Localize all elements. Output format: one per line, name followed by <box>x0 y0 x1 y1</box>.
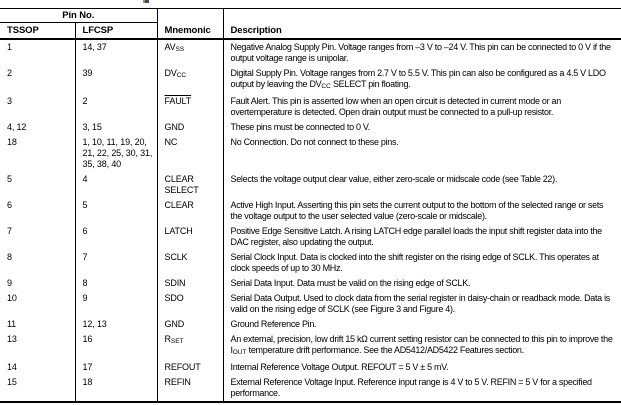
text-segment: SELECT pin floating. <box>330 79 411 89</box>
text-segment: 7 <box>82 252 88 262</box>
text-segment: 8 <box>82 278 88 288</box>
text-segment: 11 <box>7 319 17 329</box>
mnemonic-cell <box>157 276 223 291</box>
text-segment: No Connection. Do not connect to these pins. <box>230 137 399 147</box>
text-segment: 1, 10, 11, 19, 20, 21, 22, 25, 30, 31, 35, 38, 40 <box>82 137 153 169</box>
tssop-cell <box>0 375 75 402</box>
col-header-tssop: TSSOP <box>0 23 75 40</box>
text-segment: NC <box>164 137 178 147</box>
text-segment: 18 <box>7 137 17 147</box>
text-segment: DV <box>164 68 177 78</box>
description-cell <box>223 276 621 291</box>
table-row <box>0 291 621 317</box>
tssop-cell <box>0 360 75 375</box>
tssop-cell <box>0 94 75 120</box>
col-header-lfcsp: LFCSP <box>75 23 157 40</box>
pin-no-header: Pin No. <box>0 9 157 23</box>
text-segment: Ground Reference Pin. <box>230 319 317 329</box>
lfcsp-cell <box>75 375 157 402</box>
description-cell <box>223 332 621 360</box>
text-segment: R <box>164 334 171 344</box>
text-segment: 7 <box>7 226 12 236</box>
mnemonic-cell <box>157 94 223 120</box>
text-segment: GND <box>164 122 185 132</box>
subscript-text: OUT <box>232 349 247 356</box>
lfcsp-cell <box>75 224 157 250</box>
text-segment: 1 <box>7 42 12 52</box>
text-segment: 6 <box>82 226 88 236</box>
pin-function-table <box>0 8 621 403</box>
table-row <box>0 94 621 120</box>
text-segment: Fault Alert. This pin is asserted low when an open circuit is detected in current mode or an overtemperature is detected. Open drain output must be connected to a pull-up resistor. <box>230 96 561 117</box>
text-segment: 13 <box>7 334 17 344</box>
pin-no-header-row <box>0 9 621 23</box>
overline-text: FAULT <box>164 96 192 106</box>
table-row <box>0 135 621 172</box>
lfcsp-cell <box>75 172 157 198</box>
mnemonic-cell <box>157 172 223 198</box>
subscript-text: SS <box>175 46 185 53</box>
description-cell <box>223 66 621 94</box>
table-row <box>0 198 621 224</box>
text-segment: CLEAR <box>164 200 194 210</box>
lfcsp-cell <box>75 198 157 224</box>
text-segment: Serial Data Output. Used to clock data from the serial register in daisy-chain or readback mode. Data is valid on the rising edge of SCLK (see Figure 3 and Figure 4). <box>230 293 610 314</box>
clipped-title-glyph <box>143 0 149 3</box>
lfcsp-cell <box>75 317 157 332</box>
lfcsp-cell <box>75 332 157 360</box>
lfcsp-cell <box>75 291 157 317</box>
text-segment: 3, 15 <box>82 122 102 132</box>
table-body <box>0 39 621 402</box>
text-segment: 12, 13 <box>82 319 107 329</box>
text-segment: 16 <box>82 334 93 344</box>
text-segment: 4 <box>82 174 88 184</box>
text-segment: 2 <box>7 68 12 78</box>
table-row <box>0 66 621 94</box>
table-row <box>0 172 621 198</box>
text-segment: REFIN <box>164 377 191 387</box>
description-cell <box>223 375 621 402</box>
lfcsp-cell <box>75 39 157 66</box>
text-segment: AV <box>164 42 176 52</box>
text-segment: 4, 12 <box>7 122 27 132</box>
tssop-cell <box>0 120 75 135</box>
text-segment: LATCH <box>164 226 193 236</box>
table-row <box>0 276 621 291</box>
text-segment: 3 <box>7 96 12 106</box>
tssop-cell <box>0 250 75 276</box>
text-segment: Selects the voltage output clear value, either zero-scale or midscale code (see Table 22). <box>230 174 558 184</box>
table-row <box>0 250 621 276</box>
mnemonic-cell <box>157 39 223 66</box>
text-segment: 6 <box>7 200 12 210</box>
table-row <box>0 224 621 250</box>
mnemonic-cell <box>157 250 223 276</box>
text-segment: 14 <box>7 362 17 372</box>
text-segment: CLEAR SELECT <box>164 174 199 195</box>
description-cell <box>223 250 621 276</box>
table-row <box>0 120 621 135</box>
tssop-cell <box>0 198 75 224</box>
table-row <box>0 317 621 332</box>
tssop-cell <box>0 224 75 250</box>
tssop-cell <box>0 332 75 360</box>
text-segment: 9 <box>82 293 88 303</box>
table-header <box>0 9 621 40</box>
mnemonic-cell <box>157 198 223 224</box>
text-segment: 10 <box>7 293 17 303</box>
tssop-cell <box>0 66 75 94</box>
mnemonic-cell <box>157 135 223 172</box>
lfcsp-cell <box>75 94 157 120</box>
col-header-mnemonic: Mnemonic <box>157 9 223 40</box>
description-cell <box>223 135 621 172</box>
text-segment: 17 <box>82 362 93 372</box>
text-segment: 15 <box>7 377 17 387</box>
text-segment: 9 <box>7 278 12 288</box>
tssop-cell <box>0 317 75 332</box>
tssop-cell <box>0 172 75 198</box>
table-row <box>0 332 621 360</box>
mnemonic-cell <box>157 360 223 375</box>
text-segment: Positive Edge Sensitive Latch. A rising LATCH edge parallel loads the input shift register data into the DAC register, also updating the output. <box>230 226 602 247</box>
text-segment: GND <box>164 319 185 329</box>
text-segment: 8 <box>7 252 12 262</box>
col-header-description: Description <box>223 9 621 40</box>
text-segment: External Reference Voltage Input. Reference input range is 4 V to 5 V. REFIN = 5 V for a specified performance. <box>230 377 592 398</box>
description-cell <box>223 94 621 120</box>
lfcsp-cell <box>75 135 157 172</box>
description-cell <box>223 291 621 317</box>
text-segment: REFOUT <box>164 362 201 372</box>
text-segment: 14, 37 <box>82 42 107 52</box>
lfcsp-cell <box>75 360 157 375</box>
subscript-text: SET <box>170 338 184 345</box>
mnemonic-cell <box>157 66 223 94</box>
lfcsp-cell <box>75 120 157 135</box>
mnemonic-cell <box>157 332 223 360</box>
lfcsp-cell <box>75 276 157 291</box>
mnemonic-cell <box>157 291 223 317</box>
tssop-cell <box>0 135 75 172</box>
text-segment: Active High Input. Asserting this pin sets the current output to the bottom of the selected range or sets the voltage output to the user selected value (zero-scale or midscale). <box>230 200 604 221</box>
subscript-text: CC <box>321 83 331 90</box>
text-segment: 5 <box>7 174 12 184</box>
text-segment: Digital Supply Pin. Voltage ranges from 2.7 V to 5.5 V. This pin can also be configured as a 4.5 V LDO output by leaving the DV <box>230 68 606 89</box>
mnemonic-cell <box>157 317 223 332</box>
text-segment: 39 <box>82 68 93 78</box>
description-cell <box>223 198 621 224</box>
description-cell <box>223 224 621 250</box>
lfcsp-cell <box>75 66 157 94</box>
text-segment: These pins must be connected to 0 V. <box>230 122 370 132</box>
description-cell <box>223 39 621 66</box>
mnemonic-cell <box>157 224 223 250</box>
description-cell <box>223 317 621 332</box>
tssop-cell <box>0 276 75 291</box>
description-cell <box>223 172 621 198</box>
text-segment: SDO <box>164 293 184 303</box>
description-cell <box>223 360 621 375</box>
text-segment: Serial Data Input. Data must be valid on the rising edge of SCLK. <box>230 278 471 288</box>
text-segment: 5 <box>82 200 88 210</box>
text-segment: Negative Analog Supply Pin. Voltage ranges from –3 V to –24 V. This pin can be connected to 0 V if the output voltage range is unipolar. <box>230 42 611 63</box>
description-cell <box>223 120 621 135</box>
text-segment: 2 <box>82 96 88 106</box>
subscript-text: CC <box>176 72 187 79</box>
mnemonic-cell <box>157 120 223 135</box>
text-segment: Serial Clock Input. Data is clocked into the shift register on the rising edge of SCLK. This operates at clock speeds of up to 30 MHz. <box>230 252 599 273</box>
tssop-cell <box>0 39 75 66</box>
text-segment: An external, precision, low drift 15 kΩ current setting resistor can be connected to this pin to improve the I <box>230 334 613 355</box>
table-row <box>0 360 621 375</box>
text-segment: 18 <box>82 377 93 387</box>
text-segment: Internal Reference Voltage Output. REFOUT = 5 V ± 5 mV. <box>230 362 449 372</box>
lfcsp-cell <box>75 250 157 276</box>
tssop-cell <box>0 291 75 317</box>
table-row <box>0 375 621 402</box>
text-segment: SDIN <box>164 278 186 288</box>
text-segment: SCLK <box>164 252 188 262</box>
mnemonic-cell <box>157 375 223 402</box>
table-row <box>0 39 621 66</box>
text-segment: temperature drift performance. See the AD5412/AD5422 Features section. <box>246 345 524 355</box>
